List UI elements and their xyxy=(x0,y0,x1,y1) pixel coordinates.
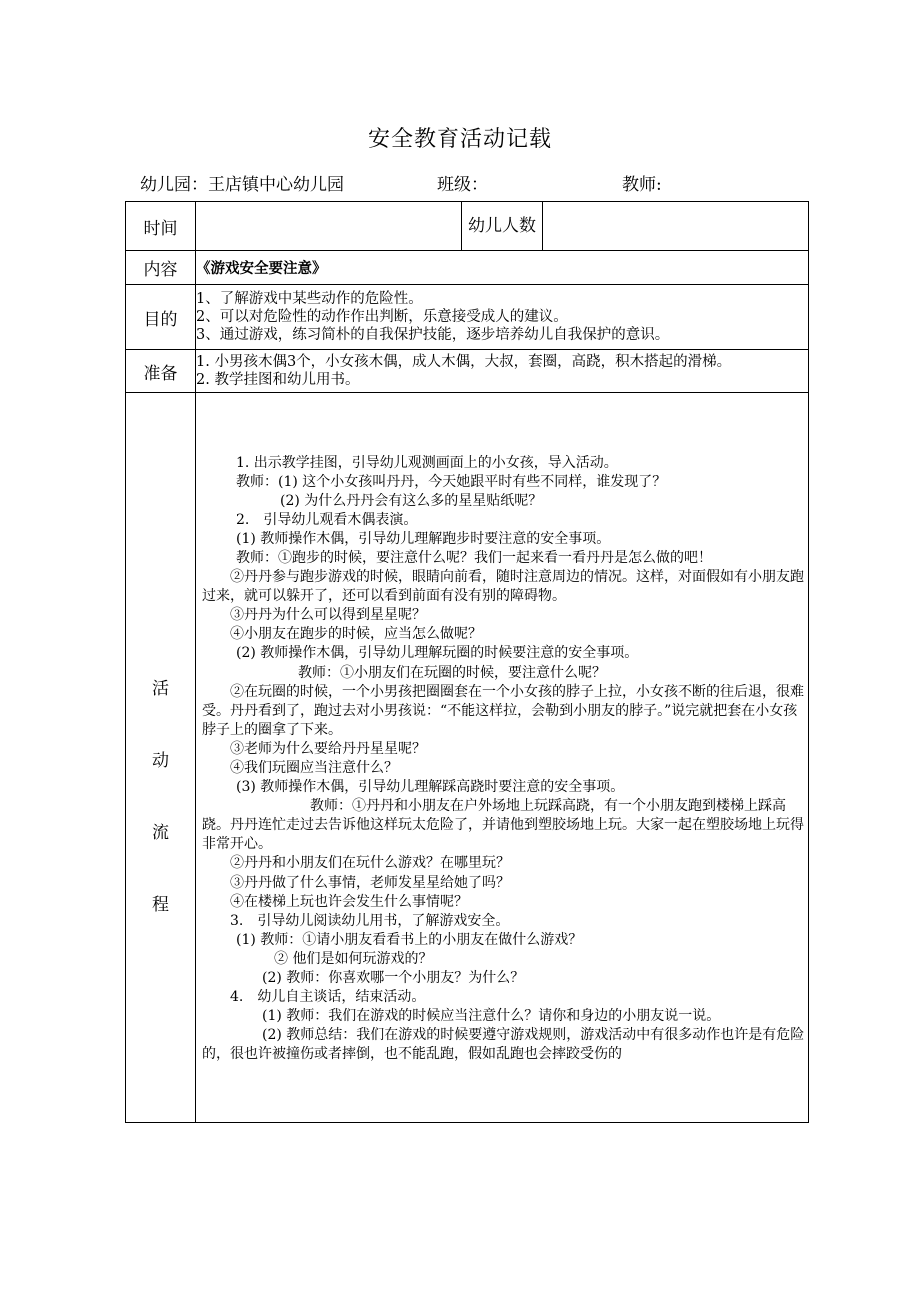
flow-line: 1. 出示教学挂图，引导幼儿观测画面上的小女孩，导入活动。 xyxy=(236,454,618,471)
row-preparation xyxy=(126,350,809,393)
flow-line: 教师：(1) 这个小女孩叫丹丹，今天她跟平时有些不同样，谁发现了？ xyxy=(236,473,667,490)
flow-line: (1) 教师操作木偶，引导幼儿理解跑步时要注意的安全事项。 xyxy=(236,530,611,547)
children-count-value[interactable] xyxy=(543,202,809,251)
flow-line: ② 他们是如何玩游戏的？ xyxy=(274,950,433,967)
page-title: 安全教育活动记载 xyxy=(367,127,552,152)
flow-line: ③老师为什么要给丹丹星星呢？ xyxy=(230,740,426,757)
flow-line: (3) 教师操作木偶，引导幼儿理解踩高跷时要注意的安全事项。 xyxy=(236,779,625,796)
preparation-label: 准备 xyxy=(126,350,196,393)
preparation-cell xyxy=(196,350,809,393)
row-time xyxy=(126,202,809,251)
preparation-line: 1. 小男孩木偶3个，小女孩木偶，成人木偶，大叔，套圈，高跷，积木搭起的滑梯。 xyxy=(196,354,732,370)
preparation-line: 2. 教学挂图和幼儿用书。 xyxy=(196,372,360,388)
flow-label-char: 动 xyxy=(152,750,169,771)
record-table xyxy=(125,201,809,1123)
flow-line: ③丹丹为什么可以得到星星呢？ xyxy=(230,607,426,624)
purpose-line: 2、可以对危险性的动作作出判断，乐意接受成人的建议。 xyxy=(196,309,568,325)
flow-line: 2. 引导幼儿观看木偶表演。 xyxy=(236,511,418,528)
flow-line: (2) 为什么丹丹会有这么多的星星贴纸呢？ xyxy=(280,492,543,509)
teacher-label: 教师: xyxy=(622,175,662,195)
flow-line: (2) 教师操作木偶，引导幼儿理解玩圈的时候要注意的安全事项。 xyxy=(236,645,639,662)
children-count-label: 幼儿人数 xyxy=(462,202,543,251)
flow-line: ④小朋友在跑步的时候，应当怎么做呢？ xyxy=(230,626,482,643)
row-purpose xyxy=(126,285,809,350)
flow-line: (2) 教师：你喜欢哪一个小朋友？为什么？ xyxy=(262,970,525,987)
time-value[interactable] xyxy=(196,202,462,251)
row-activity-flow xyxy=(126,393,809,1123)
flow-line: ④我们玩圈应当注意什么？ xyxy=(230,760,398,776)
purpose-line: 3、通过游戏，练习简朴的自我保护技能，逐步培养幼儿自我保护的意识。 xyxy=(196,327,670,343)
activity-flow-label xyxy=(126,393,196,1123)
flow-line: (1) 教师：我们在游戏的时候应当注意什么？请你和身边的小朋友说一说。 xyxy=(262,1008,721,1025)
flow-line: ②丹丹和小朋友们在玩什么游戏？在哪里玩？ xyxy=(230,855,510,872)
flow-line: 教师：①丹丹和小朋友在户外场地上玩踩高跷，有一个小朋友跑到楼梯上踩高跷。丹丹连忙走过去告诉他这样玩太危险了，并请他到塑胶场地上玩。大家一起在塑胶场地上玩得非常开心。 xyxy=(202,798,804,853)
flow-label-char: 流 xyxy=(152,822,169,843)
row-content xyxy=(126,251,809,285)
activity-flow-text xyxy=(196,451,808,1065)
flow-line: (2) 教师总结：我们在游戏的时候要遵守游戏规则，游戏活动中有很多动作也许是有危险的，很也许被撞伤或者摔倒，也不能乱跑，假如乱跑也会摔跤受伤的 xyxy=(202,1027,805,1063)
flow-line: ④在楼梯上玩也许会发生什么事情呢？ xyxy=(230,893,468,910)
content-label: 内容 xyxy=(126,251,196,285)
flow-line: (1) 教师：①请小朋友看看书上的小朋友在做什么游戏？ xyxy=(236,931,583,948)
activity-flow-cell xyxy=(196,393,809,1123)
purpose-cell xyxy=(196,285,809,350)
flow-label-char: 程 xyxy=(152,894,169,915)
flow-line: 教师：①跑步的时候，要注意什么呢？我们一起来看一看丹丹是怎么做的吧！ xyxy=(236,549,712,566)
flow-line: 3. 引导幼儿阅读幼儿用书，了解游戏安全。 xyxy=(230,912,510,929)
flow-label-char: 活 xyxy=(152,678,169,699)
flow-line: ③丹丹做了什么事情，老师发星星给她了吗？ xyxy=(230,874,510,891)
flow-line: 4. 幼儿自主谈话，结束活动。 xyxy=(230,989,426,1006)
flow-line: ②丹丹参与跑步游戏的时候，眼睛向前看，随时注意周边的情况。这样，对面假如有小朋友跑过来，就可以躲开了，还可以看到前面有没有别的障碍物。 xyxy=(202,569,804,605)
kindergarten-label: 幼儿园：王店镇中心幼儿园 xyxy=(140,175,344,195)
purpose-line: 1、了解游戏中某些动作的危险性。 xyxy=(196,291,423,307)
time-label: 时间 xyxy=(126,202,196,251)
content-value: 《游戏安全要注意》 xyxy=(196,251,809,285)
flow-line: 教师：①小朋友们在玩圈的时候，要注意什么呢？ xyxy=(298,664,606,681)
purpose-label: 目的 xyxy=(126,285,196,350)
flow-line: ②在玩圈的时候，一个小男孩把圈圈套在一个小女孩的脖子上拉，小女孩不断的往后退，很难受。丹丹看到了，跑过去对小男孩说：“不能这样拉，会勒到小朋友的脖子。”说完就把套在小女孩脖子上的圈拿了下来。 xyxy=(202,683,804,738)
class-label: 班级： xyxy=(437,175,488,195)
